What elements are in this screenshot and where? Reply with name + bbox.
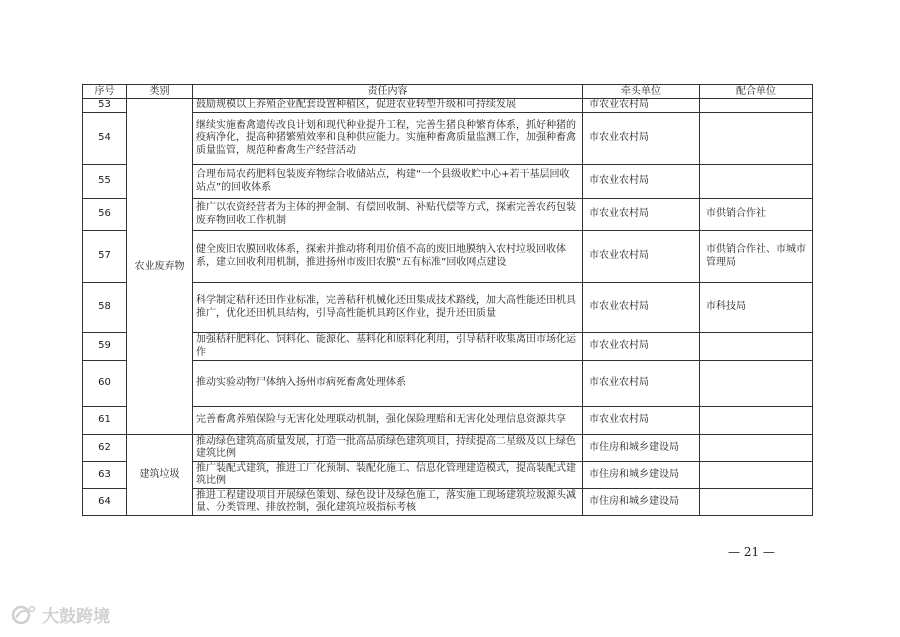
row-number: 61 [83,407,127,435]
row-number: 62 [83,435,127,462]
row-partner-unit [700,489,813,516]
row-lead-unit: 市农业农村局 [583,283,700,333]
row-content: 加强秸秆肥料化、饲料化、能源化、基料化和原料化利用，引导秸秆收集离田市场化运作 [193,333,583,361]
table-row [83,407,813,435]
logo-mark-icon [10,604,38,626]
category-cell: 农业废弃物 [127,99,193,435]
row-number: 57 [83,231,127,283]
watermark [10,602,110,627]
header-serial: 序号 [83,85,127,99]
row-number: 56 [83,199,127,231]
row-partner-unit: 市供销合作社 [700,199,813,231]
row-content: 科学制定秸秆还田作业标准，完善秸秆机械化还田集成技术路线，加大高性能还田机具推广，优化还田机具结构，引导高性能机具跨区作业，提升还田质量 [193,283,583,333]
row-content: 完善畜禽养殖保险与无害化处理联动机制，强化保险理赔和无害化处理信息资源共享 [193,407,583,435]
table-row [83,361,813,407]
row-number: 60 [83,361,127,407]
row-number: 63 [83,462,127,489]
row-partner-unit [700,361,813,407]
row-partner-unit [700,99,813,113]
table-row [83,113,813,165]
table-row [83,283,813,333]
table-row [83,165,813,199]
row-partner-unit [700,113,813,165]
row-lead-unit: 市农业农村局 [583,361,700,407]
watermark-text: 大鼓跨境 [42,607,110,627]
table-row [83,231,813,283]
table-header-row [83,85,813,99]
row-content: 推动实验动物尸体纳入扬州市病死畜禽处理体系 [193,361,583,407]
row-lead-unit: 市住房和城乡建设局 [583,435,700,462]
row-content: 推广装配式建筑，推进工厂化预制、装配化施工、信息化管理建造模式，提高装配式建筑比例 [193,462,583,489]
row-content: 健全废旧农膜回收体系，探索并推动将利用价值不高的废旧地膜纳入农村垃圾回收体系，建立回收利用机制，推进扬州市废旧农膜“五有标准”回收网点建设 [193,231,583,283]
row-number: 64 [83,489,127,516]
row-partner-unit [700,435,813,462]
row-content: 继续实施畜禽遗传改良计划和现代种业提升工程，完善生猪良种繁育体系，抓好种猪的疫病净化，提高种猪繁殖效率和良种供应能力。实施种畜禽质量监测工作，加强种畜禽质量监管，规范种畜禽生产经营活动 [193,113,583,165]
row-lead-unit: 市农业农村局 [583,99,700,113]
header-lead-unit: 牵头单位 [583,85,700,99]
row-lead-unit: 市住房和城乡建设局 [583,489,700,516]
row-lead-unit: 市农业农村局 [583,165,700,199]
row-number: 59 [83,333,127,361]
row-content: 推进工程建设项目开展绿色策划、绿色设计及绿色施工，落实施工现场建筑垃圾源头减量、分类管理、排放控制，强化建筑垃圾指标考核 [193,489,583,516]
table-row [83,99,813,113]
header-partner-unit: 配合单位 [700,85,813,99]
table-row [83,462,813,489]
row-partner-unit: 市供销合作社、市城市管理局 [700,231,813,283]
table-row [83,333,813,361]
row-number: 54 [83,113,127,165]
row-partner-unit [700,407,813,435]
row-lead-unit: 市农业农村局 [583,333,700,361]
header-content: 责任内容 [193,85,583,99]
row-partner-unit [700,165,813,199]
table-row [83,489,813,516]
row-partner-unit [700,462,813,489]
row-lead-unit: 市农业农村局 [583,407,700,435]
table-row [83,199,813,231]
row-lead-unit: 市住房和城乡建设局 [583,462,700,489]
row-number: 58 [83,283,127,333]
row-number: 53 [83,99,127,113]
row-number: 55 [83,165,127,199]
row-partner-unit: 市科技局 [700,283,813,333]
header-category: 类别 [127,85,193,99]
page-number: — 21 — [728,545,775,559]
row-content: 推广以农资经营者为主体的押金制、有偿回收制、补贴代偿等方式，探索完善农药包装废弃物回收工作机制 [193,199,583,231]
responsibility-table-container [82,84,812,516]
row-content: 推动绿色建筑高质量发展，打造一批高品质绿色建筑项目，持续提高二星级及以上绿色建筑比例 [193,435,583,462]
row-content: 鼓励规模以上养殖企业配套设置种植区，促进农业转型升级和可持续发展 [193,99,583,113]
row-lead-unit: 市农业农村局 [583,199,700,231]
responsibility-table [82,84,813,516]
table-row [83,435,813,462]
row-lead-unit: 市农业农村局 [583,113,700,165]
category-cell: 建筑垃圾 [127,435,193,516]
row-partner-unit [700,333,813,361]
row-lead-unit: 市农业农村局 [583,231,700,283]
row-content: 合理布局农药肥料包装废弃物综合收储站点，构建“一个县级收贮中心+若干基层回收站点”的回收体系 [193,165,583,199]
